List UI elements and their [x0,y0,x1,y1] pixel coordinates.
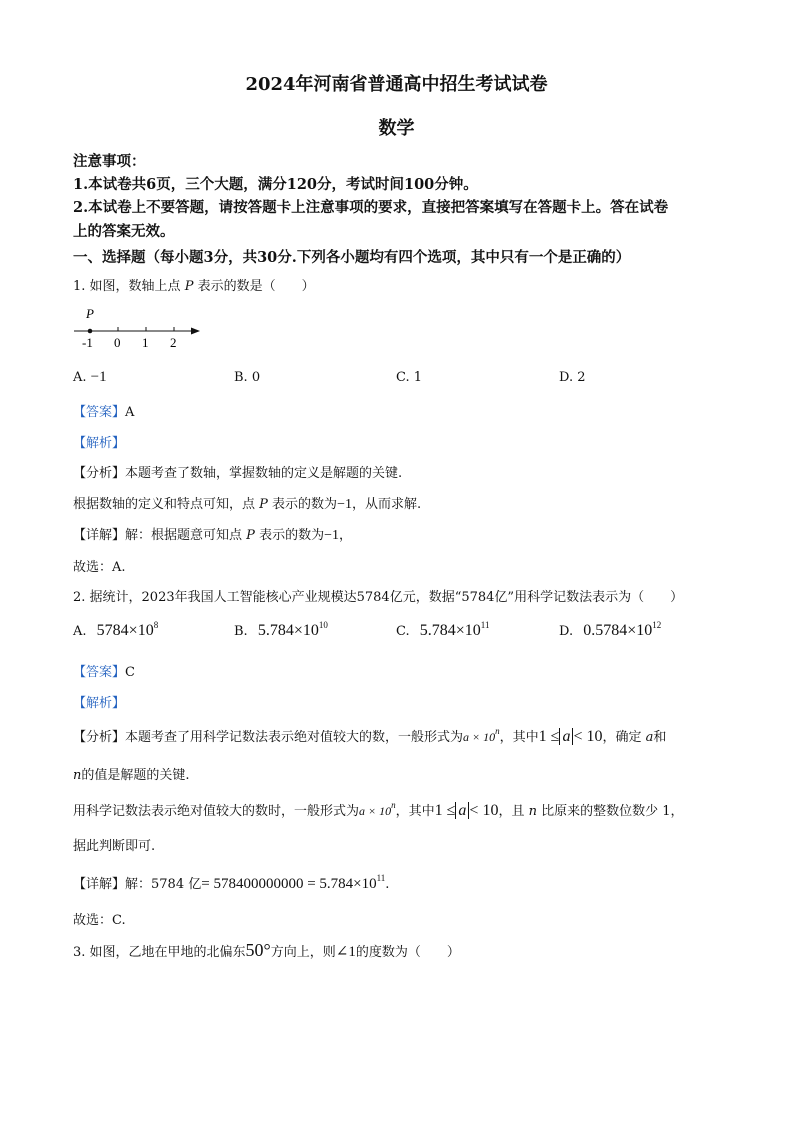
q2-option-c-label: C. [396,624,410,639]
q2-option-c[interactable] [396,622,489,640]
q2-answer-value: C [125,665,135,680]
q2-answer [73,661,135,680]
q2-detail-eq: = 578400000000 = 5.784×10 [201,876,377,892]
q2-option-d[interactable] [559,622,661,640]
q2-analysis-text-b: ，其中 [499,730,539,745]
q2-analysis-line2-var: n [73,768,82,783]
q2-method-var-n: n [528,804,537,819]
notice-heading: 注意事项： [73,153,146,170]
q2-option-d-exponent: 12 [652,620,662,630]
q3-angle-value: 50° [245,940,271,960]
q2-analysis-form-base: a × 10 [463,730,496,744]
q2-choose: 故选：C. [73,913,126,928]
q1-detail-label: 【详解】 [73,528,126,543]
q2-option-b-mantissa: 5.784×10 [257,622,319,639]
q2-analysis-line-1 [73,726,666,746]
q2-analysis-text-a: 本题考查了用科学记数法表示绝对值较大的数，一般形式为 [125,730,464,745]
q2-analysis-inequality [539,728,603,745]
number-line-figure [72,304,212,352]
q1-reason-text-a: 根据数轴的定义和特点可知，点 [73,497,256,512]
q1-answer [73,401,134,420]
q1-answer-tag: 【答案】 [73,405,126,420]
q3-stem-text-b: 方向上，则 [270,945,336,960]
q2-analysis-tag: 【解析】 [73,696,126,711]
q1-reason-num: −1 [337,497,352,512]
q1-detail-text-a: 解：根据题意可知点 [125,528,243,543]
notice-item-1: 1.本试卷共6页，三个大题，满分120分，考试时间100分钟。 [73,176,478,193]
q1-analysis-label: 【分析】 [73,466,126,481]
q2-analysis-line-2 [73,764,190,783]
section-1-heading: 一、选择题（每小题3分，共30分.下列各小题均有四个选项，其中只有一个是正确的） [73,249,631,266]
q2-method-text-d: 比原来的整数位数少 1， [541,804,684,819]
q2-method-ineq-var: a [455,802,469,819]
q2-option-a-exponent: 8 [153,620,159,630]
q2-detail-exp: 11 [376,873,386,883]
q2-method-text-c: ，且 [498,804,525,819]
q2-option-b-label: B. [234,624,248,639]
q2-detail-label: 【详解】 [73,877,126,892]
q2-option-a-value [97,622,159,639]
q2-option-a[interactable] [73,622,158,640]
arrow-right-icon [191,328,200,335]
q3-stem-text-c: 的度数为（ ） [355,945,460,960]
q2-method-ineq-right: < 10 [469,802,499,819]
q1-detail-text-c: ， [338,528,352,543]
q2-detail-end: . [385,877,390,892]
q2-analysis-text-d: 和 [653,730,667,745]
q2-detail [73,873,389,893]
tick-label-2: 2 [170,335,177,350]
point-p-label: P [86,306,94,321]
q2-analysis-text-c: ，确定 [602,730,642,745]
q1-choose: 故选：A. [73,560,126,575]
subject-title: 数学 [378,118,415,139]
q1-reason-var: P [259,497,268,512]
q2-option-d-label: D. [559,624,574,639]
q2-option-d-mantissa: 0.5784×10 [583,622,653,639]
tick-label-0: 0 [114,335,121,350]
q2-analysis-label: 【分析】 [73,730,126,745]
q2-option-c-value [420,622,490,639]
q2-option-a-label: A. [73,624,87,639]
tick-label-neg1: -1 [82,335,93,350]
point-p-dot [88,329,93,334]
q2-analysis-ineq-right: < 10 [573,728,603,745]
q2-analysis-var-a: a [645,730,654,745]
q2-stem: 2. 据统计，2023年我国人工智能核心产业规模达5784亿元，数据“5784亿”用科学记数法表示为（ ） [73,590,684,605]
q2-method-text-b: ，其中 [395,804,435,819]
q2-detail-text-a: 解：5784 亿 [125,877,202,892]
q2-method-form-exp: n [391,800,396,810]
q1-stem [73,275,315,294]
notice-item-2-line-1: 2.本试卷上不要答题，请按答题卡上注意事项的要求，直接把答案填写在答题卡上。答在试卷 [73,199,669,216]
q1-reason [73,493,421,513]
q1-stem-text-a: 1. 如图，数轴上点 [73,279,181,294]
q2-answer-tag: 【答案】 [73,665,126,680]
q1-detail-text-b: 表示的数为 [259,528,325,543]
q2-option-b[interactable] [234,622,328,640]
q1-detail-num: −1 [324,528,339,543]
q1-option-a[interactable] [73,369,107,386]
q2-option-c-mantissa: 5.784×10 [419,622,481,639]
q2-analysis-line2-text: 的值是解题的关键. [81,768,190,783]
q2-method-ineq-left: 1 ≤ [434,802,456,819]
q1-option-a-label: A. [73,370,87,385]
q3-angle-name: ∠1 [335,944,356,960]
q2-method-line-1 [73,800,684,820]
q2-option-a-mantissa: 5784×10 [96,622,154,639]
q2-option-b-exponent: 10 [318,620,328,630]
q2-option-c-exponent: 11 [480,620,490,630]
q1-option-c[interactable]: C. 1 [396,370,423,385]
q2-method-form [359,800,396,818]
exam-title: 2024年河南省普通高中招生考试试卷 [245,74,548,95]
q1-stem-var: P [184,279,194,294]
q1-reason-text-b: 表示的数为 [272,497,338,512]
q2-method-line-2: 据此判断即可. [73,839,156,854]
q1-stem-text-b: 表示的数是（ ） [197,279,315,294]
q2-option-b-value [258,622,328,639]
q2-analysis-ineq-left: 1 ≤ [538,728,560,745]
q1-option-b[interactable]: B. 0 [234,370,261,385]
q2-analysis-form-exp: n [495,726,500,736]
q2-method-inequality [435,802,499,819]
q2-analysis-form [463,726,500,744]
q2-detail-equation [201,873,386,892]
q1-reason-text-c: ，从而求解. [351,497,422,512]
q1-option-d[interactable]: D. 2 [559,370,586,385]
q1-analysis [73,462,402,481]
q1-answer-value: A [125,405,135,420]
q2-method-form-base: a × 10 [359,804,392,818]
q2-analysis-ineq-var: a [559,728,573,745]
q2-option-d-value [583,622,661,639]
notice-item-2-line-2: 上的答案无效。 [73,223,175,240]
q1-option-a-value: −1 [90,369,107,385]
q1-analysis-text: 本题考查了数轴，掌握数轴的定义是解题的关键. [125,466,403,481]
q1-analysis-tag: 【解析】 [73,436,126,451]
q3-stem-text-a: 3. 如图，乙地在甲地的北偏东 [73,945,246,960]
q2-method-text-a: 用科学记数法表示绝对值较大的数时，一般形式为 [73,804,360,819]
tick-label-1: 1 [142,335,149,350]
q1-detail [73,524,352,544]
q1-detail-var: P [246,528,255,543]
q3-stem [73,940,460,961]
